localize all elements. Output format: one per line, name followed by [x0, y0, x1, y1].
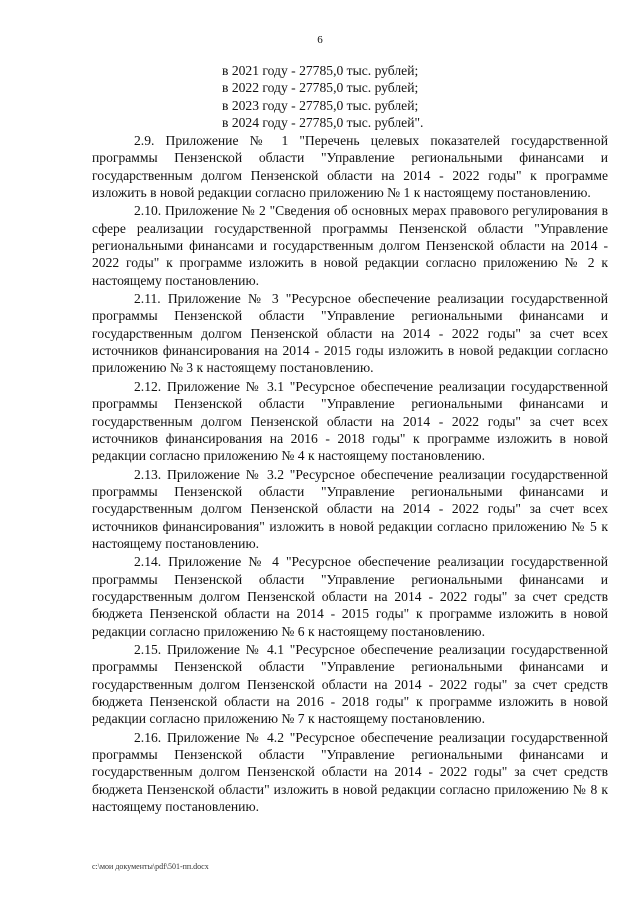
- funding-amount-line: в 2021 году - 27785,0 тыс. рублей;: [222, 63, 419, 78]
- paragraph-2-11: 2.11. Приложение № 3 "Ресурсное обеспечение реализации государственной программы Пензенской области "Управление региональными финансами и государственным долгом Пензенской области на 2014 - 2022 годы" за счет всех источников финансирования на 2014 - 2015 годы изложить в новой редакции согласно приложению № 3 к настоящему постановлению.: [92, 291, 608, 376]
- funding-amount-line: в 2024 году - 27785,0 тыс. рублей".: [222, 115, 424, 131]
- funding-amount-line: в 2022 году - 27785,0 тыс. рублей;: [222, 80, 419, 96]
- funding-amounts-list: [222, 62, 552, 132]
- paragraph-2-14: 2.14. Приложение № 4 "Ресурсное обеспечение реализации государственной программы Пензенской области "Управление региональными финансами и государственным долгом Пензенской области на 2014 - 2022 годы" за счет средств бюджета Пензенской области на 2014 - 2015 годы" к программе изложить в новой редакции согласно приложению № 6 к настоящему постановлению.: [92, 554, 608, 639]
- paragraph-2-16: 2.16. Приложение № 4.2 "Ресурсное обеспечение реализации государственной программы Пензенской области "Управление региональными финансами и государственным долгом Пензенской области на 2014 - 2022 годы" за счет средств бюджета Пензенской области" изложить в новой редакции согласно приложению № 8 к настоящему постановлению.: [92, 729, 608, 815]
- paragraph-2-15: 2.15. Приложение № 4.1 "Ресурсное обеспечение реализации государственной программы Пензенской области "Управление региональными финансами и государственным долгом Пензенской области на 2014 - 2022 годы" за счет средств бюджета Пензенской области на 2016 - 2018 годы" к программе изложить в новой редакции согласно приложению № 7 к настоящему постановлению.: [92, 641, 608, 727]
- funding-amount-line: в 2023 году - 27785,0 тыс. рублей;: [222, 97, 419, 113]
- footer-file-path: c:\мои документы\pdf\501-пп.docx: [92, 862, 209, 871]
- paragraph-2-9: 2.9. Приложение № 1 "Перечень целевых показателей государственной программы Пензенской области "Управление региональными финансами и государственным долгом Пензенской области на 2014 - 2022 годы" к программе изложить в новой редакции согласно приложению № 1 к настоящему постановлению.: [92, 133, 608, 201]
- paragraph-2-13: 2.13. Приложение № 3.2 "Ресурсное обеспечение реализации государственной программы Пензенской области "Управление региональными финансами и государственным долгом Пензенской области на 2014 - 2022 годы" за счет всех источников финансирования" изложить в новой редакции согласно приложению № 5 к настоящему постановлению.: [92, 466, 608, 551]
- paragraph-2-10: 2.10. Приложение № 2 "Сведения об основных мерах правового регулирования в сфере реализации государственной программы Пензенской области "Управление региональными финансами и государственным долгом Пензенской области на 2014 - 2022 годы" к программе изложить в новой редакции согласно приложению № 2 к настоящему постановлению.: [92, 203, 608, 288]
- paragraph-2-12: 2.12. Приложение № 3.1 "Ресурсное обеспечение реализации государственной программы Пензенской области "Управление региональными финансами и государственным долгом Пензенской области на 2014 - 2022 годы" за счет всех источников финансирования на 2016 - 2018 годы" к программе изложить в новой редакции согласно приложению № 4 к настоящему постановлению.: [92, 378, 608, 464]
- page-number: 6: [317, 34, 323, 46]
- document-body: [92, 132, 608, 816]
